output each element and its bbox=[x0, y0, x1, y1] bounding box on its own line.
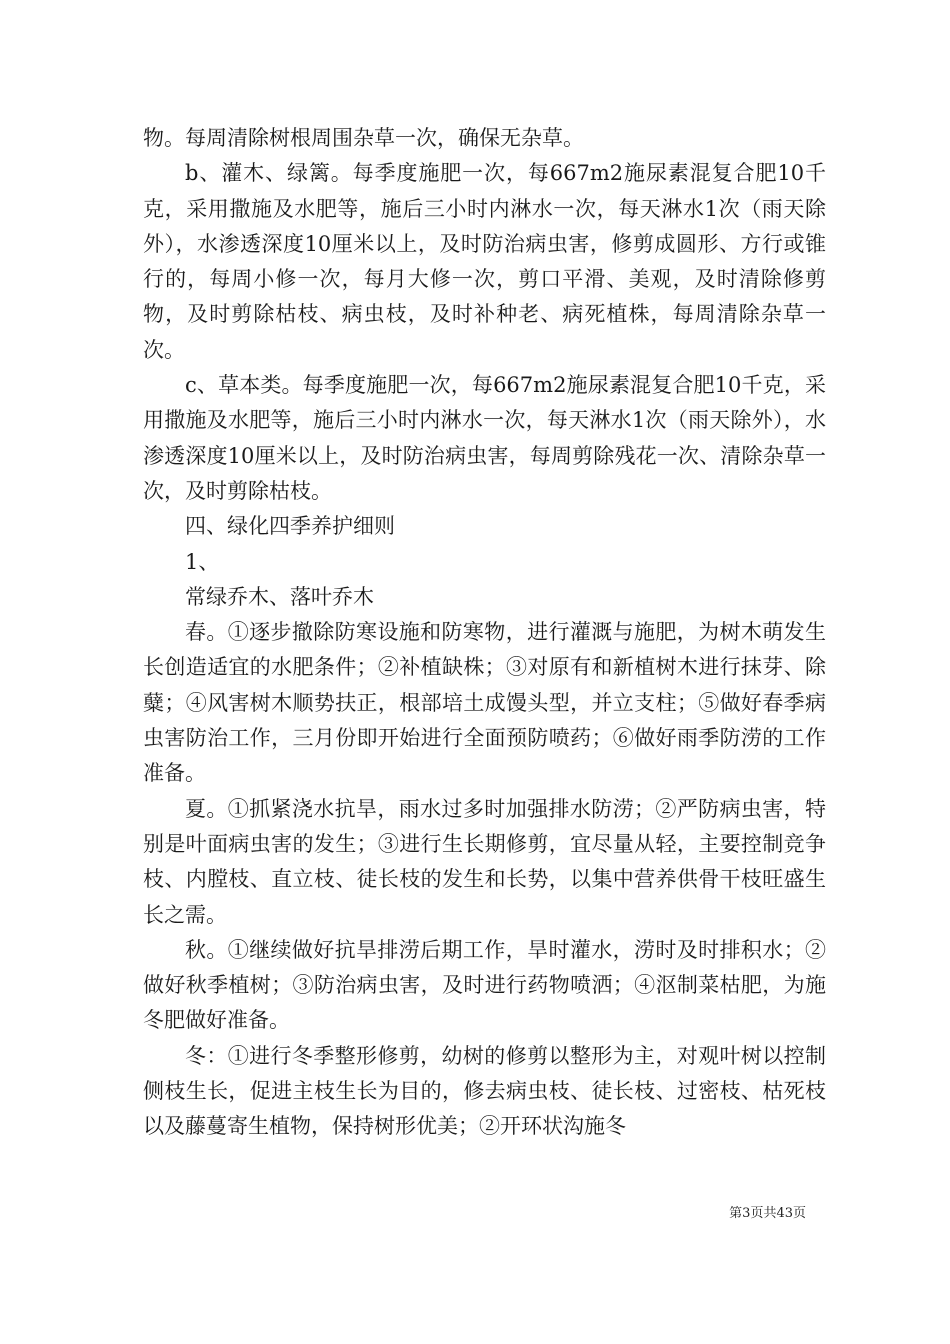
paragraph-shrubs-hedges: b、灌木、绿篱。每季度施肥一次，每667m2施尿素混复合肥10千克，采用撒施及水肥等，施后三小时内淋水一次，每天淋水1次（雨天除外），水渗透深度10厘米以上，及时防治病虫害，修剪成圆形、方行或锥行的，每周小修一次，每月大修一次，剪口平滑、美观，及时清除修剪物，及时剪除枯枝、病虫枝，及时补种老、病死植株，每周清除杂草一次。 bbox=[143, 161, 826, 362]
page-number: 第3页共43页 bbox=[729, 1206, 806, 1221]
section-heading: 四、绿化四季养护细则 bbox=[185, 514, 395, 539]
subsection-title: 常绿乔木、落叶乔木 bbox=[185, 584, 374, 609]
paragraph-spring: 春。①逐步撤除防寒设施和防寒物，进行灌溉与施肥，为树木萌发生长创造适宜的水肥条件；②补植缺株；③对原有和新植树木进行抹芽、除糵；④风害树木顺势扶正，根部培土成馒头型，并立支柱；⑤做好春季病虫害防治工作，三月份即开始进行全面预防喷药；⑥做好雨季防涝的工作准备。 bbox=[143, 620, 826, 786]
paragraph-herbaceous: c、草本类。每季度施肥一次，每667m2施尿素混复合肥10千克，采用撒施及水肥等，施后三小时内淋水一次，每天淋水1次（雨天除外），水渗透深度10厘米以上，及时防治病虫害，每周剪除残花一次、清除杂草一次，及时剪除枯枝。 bbox=[143, 373, 826, 503]
subsection-number: 1、 bbox=[185, 549, 220, 574]
paragraph-summer: 夏。①抓紧浇水抗旱，雨水过多时加强排水防涝；②严防病虫害，特别是叶面病虫害的发生；③进行生长期修剪，宜尽量从轻，主要控制竞争枝、内膛枝、直立枝、徒长枝的发生和长势，以集中营养供骨干枝旺盛生长之需。 bbox=[143, 796, 826, 927]
paragraph-winter: 冬：①进行冬季整形修剪，幼树的修剪以整形为主，对观叶树以控制侧枝生长，促进主枝生长为目的，修去病虫枝、徒长枝、过密枝、枯死枝以及藤蔓寄生植物，保持树形优美；②开环状沟施冬 bbox=[143, 1043, 826, 1139]
paragraph-autumn: 秋。①继续做好抗旱排涝后期工作，旱时灌水，涝时及时排积水；②做好秋季植树；③防治病虫害，及时进行药物喷洒；④沤制菜枯肥，为施冬肥做好准备。 bbox=[143, 937, 826, 1033]
paragraph-continued: 物。每周清除树根周围杂草一次，确保无杂草。 bbox=[143, 126, 584, 150]
body-text bbox=[143, 121, 826, 1145]
